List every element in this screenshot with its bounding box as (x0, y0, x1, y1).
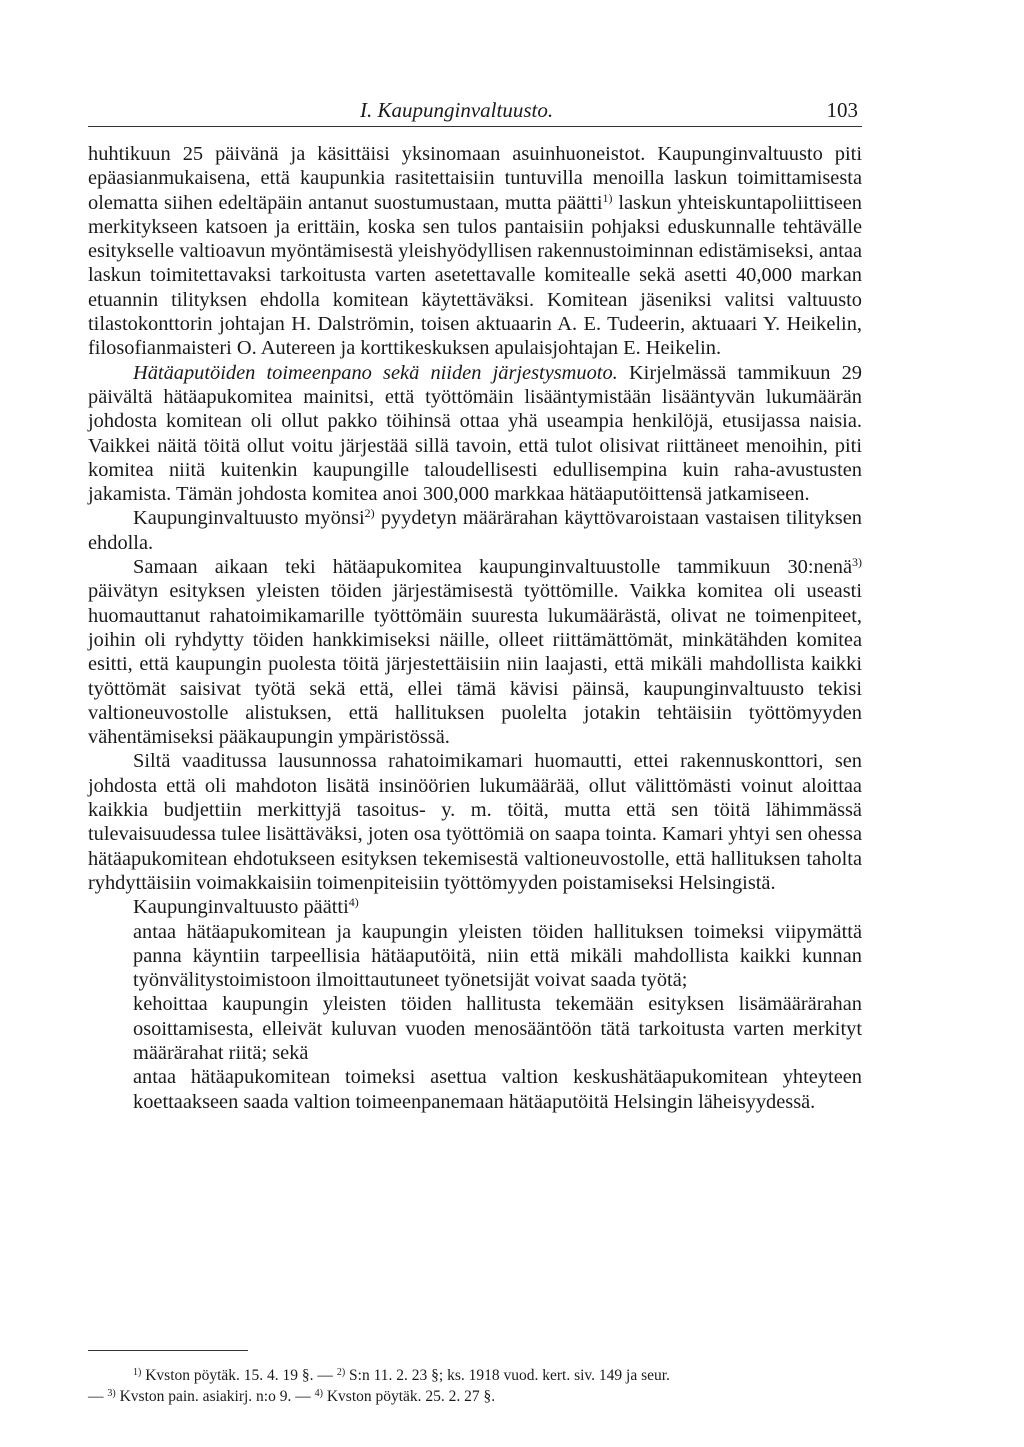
paragraph (88, 895, 862, 919)
footnote-line (88, 1386, 862, 1407)
paragraph (88, 506, 862, 555)
paragraph (88, 361, 862, 507)
footnote-ref: 1) (602, 190, 613, 205)
text-run: Kvston pain. asiakirj. n:o 9. — (115, 1388, 315, 1405)
footnote-ref: 2) (364, 506, 375, 521)
page-number: 103 (826, 98, 858, 122)
paragraph (88, 1065, 862, 1114)
text-run: S:n 11. 2. 23 §; ks. 1918 vuod. kert. siv. 149 ja seur. (345, 1367, 670, 1384)
text-run: laskun yhteiskuntapoliittiseen merkitykseen katsoen ja erittäin, koska sen tulos pantaisiin pohjaksi eduskunnalle tehtävälle esitykselle valtioavun myöntämisestä yleishyödyllisen rakennustoiminnan edistämiseksi, antaa laskun toimitettavaksi tarkoitusta varten asetettavalle komitealle sekä asetti 40,000 markan etuannin tilityksen ehdolla komitean käytettäväksi. Komitean jäseniksi valitsi valtuusto tilastokonttorin johtajan H. Dalströmin, toisen aktuaarin A. E. Tudeerin, aktuaari Y. Heikelin, filosofianmaisteri O. Autereen ja korttikeskuksen apulaisjohtajan E. Heikelin. (88, 191, 862, 360)
paragraph (88, 142, 862, 361)
body-text (88, 142, 862, 1114)
paragraph (88, 920, 862, 993)
text-run: Kvston pöytäk. 25. 2. 27 §. (322, 1388, 496, 1405)
chapter-title: I. Kaupunginvaltuusto. (360, 98, 554, 122)
footnote-ref: 1) (133, 1367, 142, 1378)
text-run: pyydetyn määrärahan käyttövaroistaan vastaisen tilityksen ehdolla. (88, 507, 862, 554)
running-header (88, 96, 862, 127)
text-run: antaa hätäapukomitean ja kaupungin yleisten töiden hallituksen toimeksi viipymättä panna käyntiin tarpeellisia hätäaputöitä, niin että mikäli mahdollista kaikki kunnan työnvälitystoimistoon ilmoittautuneet työnetsijät voivat saada työtä; (133, 920, 862, 992)
text-run: Kirjelmässä tammikuun 29 päivältä hätäapukomitea mainitsi, että työttömäin lisääntymistään lisääntyvän lukumäärän johdosta komitean oli ollut pakko töihinsä ottaa yhä useampia henkilöjä, etusijassa naisia. Vaikkei näitä töitä ollut voitu järjestää sillä tavoin, että tulot olisivat riittäneet menoihin, piti komitea niitä kuitenkin kaupungille taloudellisesti edullisempina kuin raha-avustusten jakamista. Tämän johdosta komitea anoi 300,000 markkaa hätäaputöittensä jatkamiseen. (88, 361, 862, 506)
footnote-ref: 3) (852, 555, 862, 570)
text-run: Kvston pöytäk. 15. 4. 19 §. — (141, 1367, 337, 1384)
paragraph (88, 749, 862, 895)
text-run: huhtikuun 25 päivänä ja käsittäisi yksinomaan asuinhuoneistot. Kaupunginvaltuusto piti epäasianmukaisena, että kaupunkia rasitettaisiin tuntuvilla menoilla laskun toimittamisesta olematta siihen edeltäpäin antanut suostumustaan, mutta päätti (88, 143, 862, 214)
section-heading: Hätäaputöiden toimeenpano sekä niiden järjestysmuoto. (133, 361, 618, 384)
text-run: päivätyn esityksen yleisten töiden järjestämisestä työttömille. Vaikka komitea oli useasti huomauttanut rahatoimikamarille työttömäin suuresta lukumäärästä, olivat ne toimenpiteet, joihin oli ryhdytty töiden hankkimiseksi näille, olleet riittämättömät, minkätähden komitea esitti, että kaupungin puolesta töitä järjestettäisiin niin laajasti, että mikäli mahdollista kaikki työttömät saisivat työtä sekä että, ellei tämä kävisi päinsä, kaupunginvaltuusto tekisi valtioneuvostolle alistuksen, että hallituksen puolelta jotakin tehtäisiin työttömyyden vähentämiseksi pääkaupungin ympäristössä. (88, 580, 862, 749)
footnote-ref: 4) (314, 1388, 323, 1399)
text-run: — (88, 1388, 108, 1405)
footnote-line (88, 1365, 862, 1386)
text-run: Kaupunginvaltuusto päätti (133, 896, 349, 919)
text-run: Samaan aikaan teki hätäapukomitea kaupunginvaltuustolle tammikuun 30:nenä (133, 556, 852, 579)
footnote-ref: 2) (336, 1367, 346, 1378)
text-run: Siltä vaaditussa lausunnossa rahatoimikamari huomautti, ettei rakennuskonttori, sen johdosta että oli mahdoton lisätä insinöörien lukumäärää, ollut välittömästi voinut aloittaa kaikkia budjettiin merkittyjä tasoitus- y. m. töitä, mutta että sen töitä lähimmässä tulevaisuudessa tulee lisättäväksi, joten osa työttömiä on saapa tointa. Kamari yhtyi sen ohessa hätäapukomitean ehdotukseen esityksen tekemisestä valtioneuvostolle, että hallituksen taholta ryhdyttäisiin voimakkaisiin toimenpiteisiin työttömyyden poistamiseksi Helsingistä. (88, 750, 862, 894)
paragraph (88, 555, 862, 749)
footnote-rule (88, 1350, 248, 1351)
text-run: Kaupunginvaltuusto myönsi (133, 507, 365, 530)
footnote-ref: 4) (348, 895, 359, 910)
footnotes (88, 1350, 862, 1407)
text-run: antaa hätäapukomitean toimeksi asettua valtion keskushätäapukomitean yhteyteen koettaakseen saada valtion toimeenpanemaan hätäaputöitä Helsingin läheisyydessä. (133, 1066, 862, 1113)
text-run: kehoittaa kaupungin yleisten töiden hallitusta tekemään esityksen lisämäärärahan osoittamisesta, elleivät kuluvan vuoden menosääntöön tätä tarkoitusta varten merkityt määrärahat riitä; sekä (133, 993, 862, 1064)
footnote-ref: 3) (107, 1388, 116, 1399)
paragraph (88, 992, 862, 1065)
